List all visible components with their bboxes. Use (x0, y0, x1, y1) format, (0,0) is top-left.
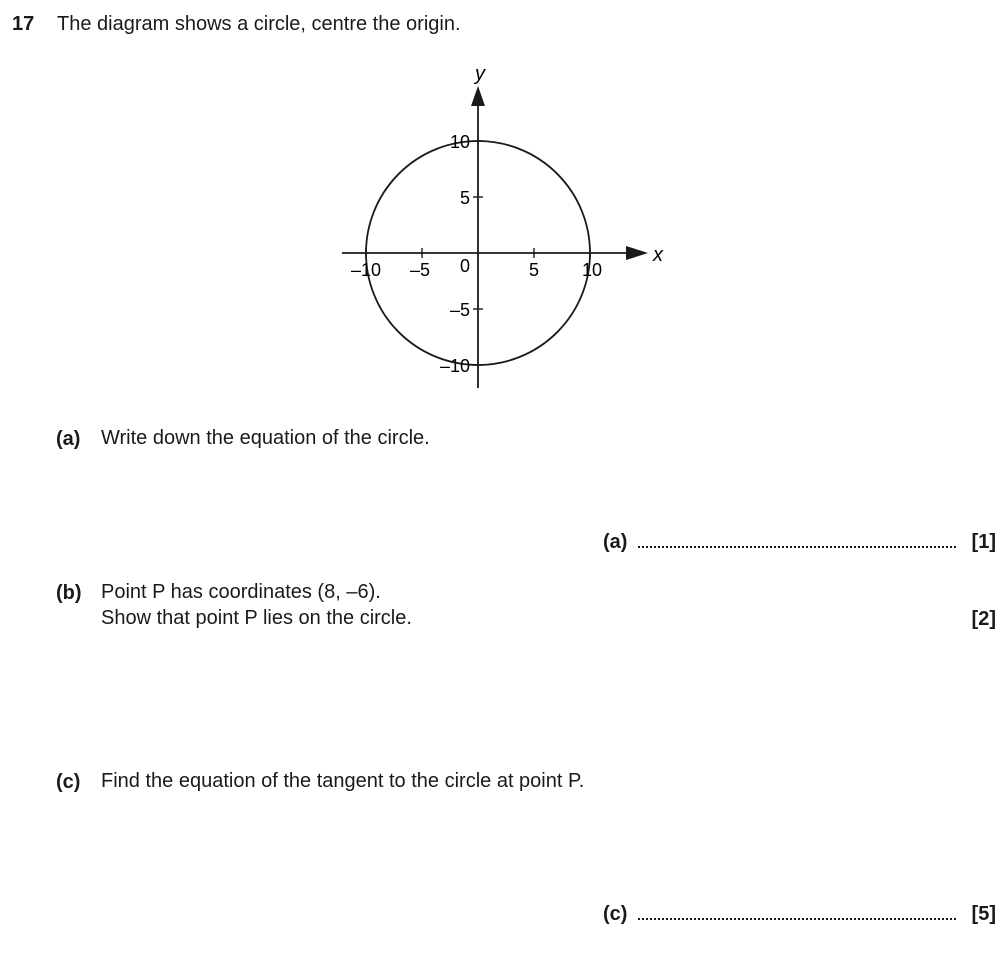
y-axis-arrow (471, 86, 485, 106)
x-axis-arrow (626, 246, 648, 260)
x-tick-label: –10 (350, 260, 382, 280)
x-tick-label: 5 (528, 260, 540, 280)
part-c-marks: [5] (971, 903, 996, 925)
y-axis-label: y (475, 63, 485, 85)
x-axis-label: x (653, 244, 663, 266)
part-a-text: Write down the equation of the circle. (101, 427, 430, 449)
x-tick-label: 10 (581, 260, 603, 280)
part-a-label: (a) (56, 428, 81, 450)
part-a-marks: [1] (971, 531, 996, 553)
part-b-marks: [2] (971, 608, 996, 630)
part-c-answer-line[interactable] (638, 918, 956, 920)
circle-diagram (0, 0, 1008, 400)
y-tick-label: 10 (449, 132, 470, 152)
part-c-answer-label: (c) (603, 903, 628, 925)
part-b-label: (b) (56, 582, 82, 604)
question-number: 17 (12, 13, 35, 35)
y-tick-label: 5 (459, 188, 470, 208)
y-tick-label: –10 (439, 356, 470, 376)
question-stem: The diagram shows a circle, centre the origin. (57, 13, 461, 35)
x-tick-label: –5 (409, 260, 431, 280)
part-a-answer-line[interactable] (638, 546, 956, 548)
x-tick-label: 0 (459, 256, 471, 276)
part-b-line1: Point P has coordinates (8, –6). (101, 581, 381, 603)
part-b-line2: Show that point P lies on the circle. (101, 607, 412, 629)
part-a-answer-label: (a) (603, 531, 628, 553)
y-tick-label: –5 (449, 300, 470, 320)
part-c-text: Find the equation of the tangent to the circle at point P. (101, 770, 585, 792)
part-c-label: (c) (56, 771, 81, 793)
